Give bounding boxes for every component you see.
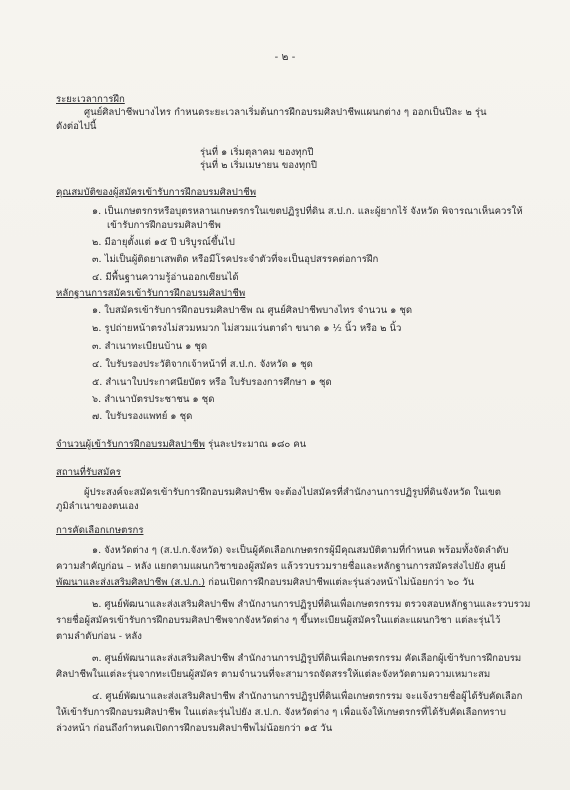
participant-count-value: รุ่นละประมาณ ๑๘๐ คน	[205, 439, 307, 450]
selection-paragraph-line: ๓. ศูนย์พัฒนาและส่งเสริมศิลปาชีพ สำนักงานการปฏิรูปที่ดินเพื่อเกษตรกรรม คัดเลือกผู้เข้ารับการฝึกอบรม	[92, 653, 522, 664]
qualification-item: ๒. มีอายุตั้งแต่ ๑๕ ปี บริบูรณ์ขึ้นไป	[92, 237, 235, 248]
document-item: ๕. สำเนาใบประกาศนียบัตร หรือ ใบรับรองการศึกษา ๑ ชุด	[92, 377, 332, 388]
selection-paragraph-line: ให้เข้ารับการฝึกอบรมศิลปาชีพ ในแต่ละรุ่นไปยัง ส.ป.ก. จังหวัดต่าง ๆ เพื่อแจ้งให้เกษตรกรที่ได้รับคัดเลือกทราบ	[56, 707, 506, 718]
schedule-round: รุ่นที่ ๒ เริ่มเมษายน ของทุกปี	[200, 160, 317, 171]
schedule-round: รุ่นที่ ๑ เริ่มตุลาคม ของทุกปี	[200, 147, 314, 158]
selection-paragraph-line	[56, 576, 474, 589]
document-item: ๓. สำเนาทะเบียนบ้าน ๑ ชุด	[92, 341, 208, 352]
selection-paragraph-line: ศิลปาชีพในแต่ละรุ่นจากทะเบียนผู้สมัคร ตามจำนวนที่จะสามารถจัดสรรให้แต่ละจังหวัดตามความเหมาะสม	[56, 669, 491, 680]
selection-paragraph-line: ๔. ศูนย์พัฒนาและส่งเสริมศิลปาชีพ สำนักงานการปฏิรูปที่ดินเพื่อเกษตรกรรม จะแจ้งรายชื่อผู้ได้รับคัดเลือก	[92, 691, 523, 702]
document-item: ๒. รูปถ่ายหน้าตรงไม่สวมหมวก ไม่สวมแว่นตาดำ ขนาด ๑ ½ นิ้ว หรือ ๒ นิ้ว	[92, 323, 402, 334]
participant-count	[56, 438, 306, 451]
location-heading: สถานที่รับสมัคร	[56, 467, 121, 478]
page-number: - ๒ -	[274, 51, 296, 63]
selection-paragraph-line: ตามลำดับก่อน - หลัง	[56, 631, 142, 642]
selection-heading: การคัดเลือกเกษตรกร	[56, 525, 144, 536]
selection-paragraph-line: ๑. จังหวัดต่าง ๆ (ส.ป.ก.จังหวัด) จะเป็นผู้คัดเลือกเกษตรกรผู้มีคุณสมบัติตามที่กำหนด พร้อมทั้งจัดลำดับ	[92, 545, 509, 556]
selection-paragraph-line: รายชื่อผู้สมัครเข้ารับการฝึกอบรมศิลปาชีพจากจังหวัดต่าง ๆ ขึ้นทะเบียนผู้สมัครในแต่ละแผนกวิชา แต่ละรุ่นไว้	[56, 615, 501, 626]
selection-paragraph-line: ล่วงหน้า ก่อนถึงกำหนดเปิดการฝึกอบรมศิลปาชีพไม่น้อยกว่า ๑๕ วัน	[56, 723, 333, 734]
qualification-item: ๑. เป็นเกษตรกรหรือบุตรหลานเกษตรกรในเขตปฏิรูปที่ดิน ส.ป.ก. และผู้ยากไร้ จังหวัด พิจารณาเห็นควรให้	[92, 206, 523, 217]
document-item: ๔. ใบรับรองประวัติจากเจ้าหน้าที่ ส.ป.ก. จังหวัด ๑ ชุด	[92, 359, 313, 370]
center-name-underlined: พัฒนาและส่งเสริมศิลปาชีพ (ส.ป.ก.)	[56, 577, 206, 588]
participant-count-label: จำนวนผู้เข้ารับการฝึกอบรมศิลปาชีพ	[56, 439, 205, 450]
schedule-heading: ระยะเวลาการฝึก	[56, 94, 125, 105]
qualifications-heading: คุณสมบัติของผู้สมัครเข้ารับการฝึกอบรมศิลปาชีพ	[56, 187, 257, 198]
document-item: ๖. สำเนาบัตรประชาชน ๑ ชุด	[92, 394, 215, 405]
schedule-line: ดังต่อไปนี้	[56, 121, 97, 132]
selection-deadline-text: ก่อนเปิดการฝึกอบรมศิลปาชีพแต่ละรุ่นล่วงหน้าไม่น้อยกว่า ๖๐ วัน	[205, 577, 475, 588]
qualification-item: เข้ารับการฝึกอบรมศิลปาชีพ	[107, 220, 221, 231]
selection-paragraph-line: ๒. ศูนย์พัฒนาและส่งเสริมศิลปาชีพ สำนักงานการปฏิรูปที่ดินเพื่อเกษตรกรรม ตรวจสอบหลักฐานและรวบรวม	[92, 599, 531, 610]
document-item: ๑. ใบสมัครเข้ารับการฝึกอบรมศิลปาชีพ ณ ศูนย์ศิลปาชีพบางไทร จำนวน ๑ ชุด	[92, 305, 413, 316]
qualification-item: ๔. มีพื้นฐานความรู้อ่านออกเขียนได้	[92, 272, 239, 283]
schedule-line: ศูนย์ศิลปาชีพบางไทร กำหนดระยะเวลาเริ่มต้นการฝึกอบรมศิลปาชีพแผนกต่าง ๆ ออกเป็นปีละ ๒ รุ่น	[84, 107, 487, 118]
qualification-item: ๓. ไม่เป็นผู้ติดยาเสพติด หรือมีโรคประจำตัวที่จะเป็นอุปสรรคต่อการฝึก	[92, 254, 379, 265]
document-item: ๗. ใบรับรองแพทย์ ๑ ชุด	[92, 411, 193, 422]
location-line: ผู้ประสงค์จะสมัครเข้ารับการฝึกอบรมศิลปาชีพ จะต้องไปสมัครที่สำนักงานการปฏิรูปที่ดินจังหวัด ในเขต	[84, 487, 501, 498]
documents-heading: หลักฐานการสมัครเข้ารับการฝึกอบรมศิลปาชีพ	[56, 288, 246, 299]
selection-paragraph-line: ความสำคัญก่อน – หลัง แยกตามแผนกวิชาของผู้สมัคร แล้วรวบรวมรายชื่อและหลักฐานการสมัครส่งไปยัง ศูนย์	[56, 561, 506, 572]
location-line: ภูมิลำเนาของตนเอง	[56, 501, 139, 512]
